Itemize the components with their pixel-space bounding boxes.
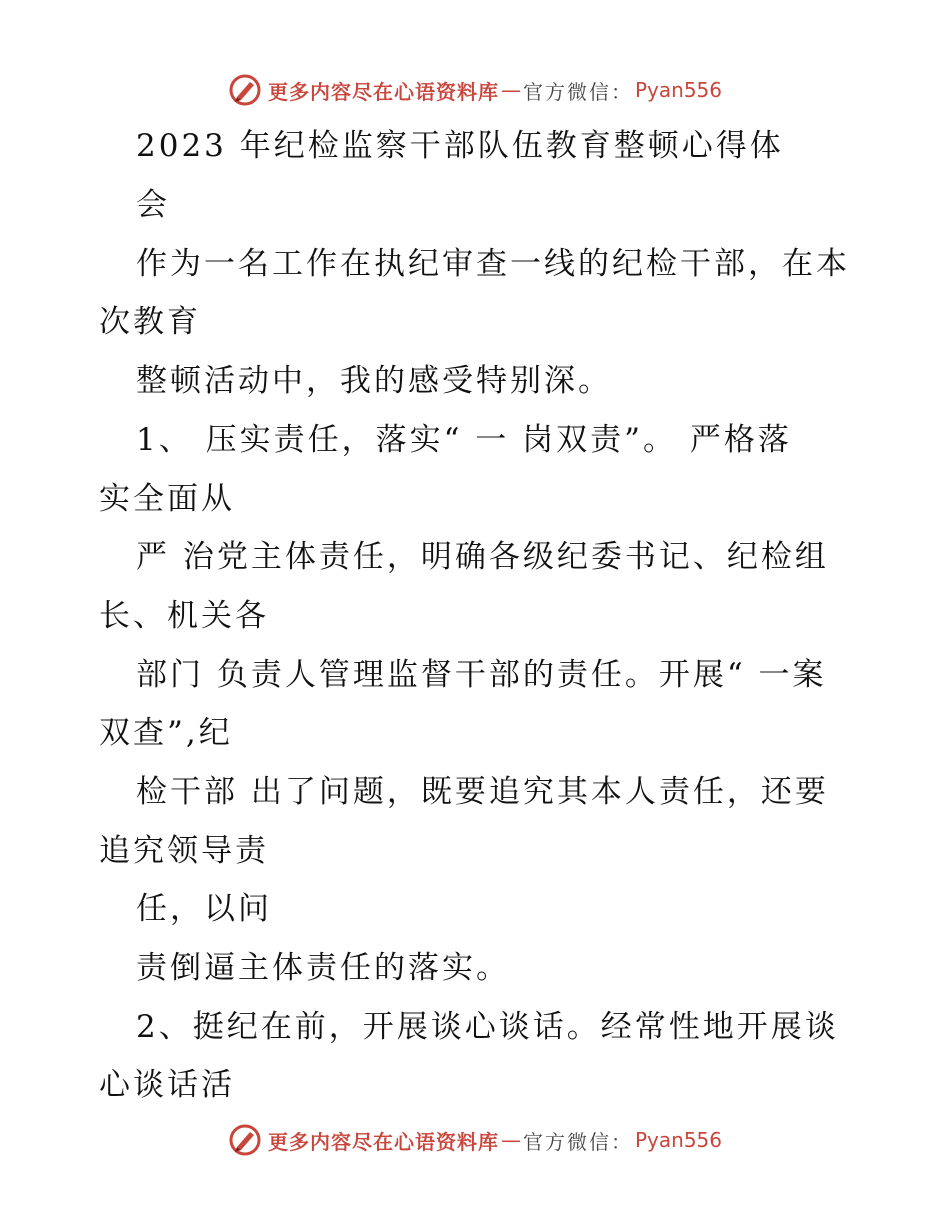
wechat-id: Pyan556: [634, 78, 722, 102]
doc-line: 部门 负责人管理监督干部的责任。开展“ 一案: [136, 657, 827, 693]
doc-line: 整顿活动中，我的感受特别深。: [136, 363, 612, 399]
pen-logo-icon: [228, 1123, 262, 1157]
doc-line: 严 治党主体责任，明确各级纪委书记、纪检组: [136, 539, 829, 575]
promo-text: 更多内容尽在心语资料库: [267, 1129, 499, 1154]
header-watermark: [0, 70, 950, 110]
doc-line: 作为一名工作在执纪审查一线的纪检干部，在本: [136, 246, 850, 282]
official-wechat-label: 官方微信：: [522, 1129, 633, 1154]
doc-line: 次教育: [99, 304, 201, 340]
promo-dash: —: [500, 78, 521, 102]
promo-text: 更多内容尽在心语资料库: [267, 79, 499, 104]
doc-line: 心谈话活: [99, 1067, 235, 1103]
doc-line: 实全面从: [99, 481, 235, 517]
promo-dash: —: [500, 1128, 521, 1152]
footer-watermark: [0, 1120, 950, 1160]
wechat-id: Pyan556: [634, 1128, 722, 1152]
doc-line: 双查”,纪: [99, 715, 233, 751]
doc-line: 1、 压实责任，落实“ 一 岗双责”。 严格落: [136, 422, 792, 458]
doc-line: 追究领导责: [99, 833, 269, 869]
doc-line: 检干部 出了问题，既要追究其本人责任，还要: [136, 774, 829, 810]
doc-line: 责倒逼主体责任的落实。: [136, 950, 510, 986]
doc-line: 2、挺纪在前，开展谈心谈话。经常性地开展谈: [136, 1009, 839, 1045]
doc-line: 任，以问: [136, 891, 272, 927]
doc-line: 长、机关各: [99, 598, 269, 634]
pen-logo-icon: [228, 73, 262, 107]
official-wechat-label: 官方微信：: [522, 79, 633, 104]
doc-title-line-2: 会: [136, 187, 170, 223]
doc-title-line-1: 2023 年纪检监察干部队伍教育整顿心得体: [136, 128, 784, 164]
